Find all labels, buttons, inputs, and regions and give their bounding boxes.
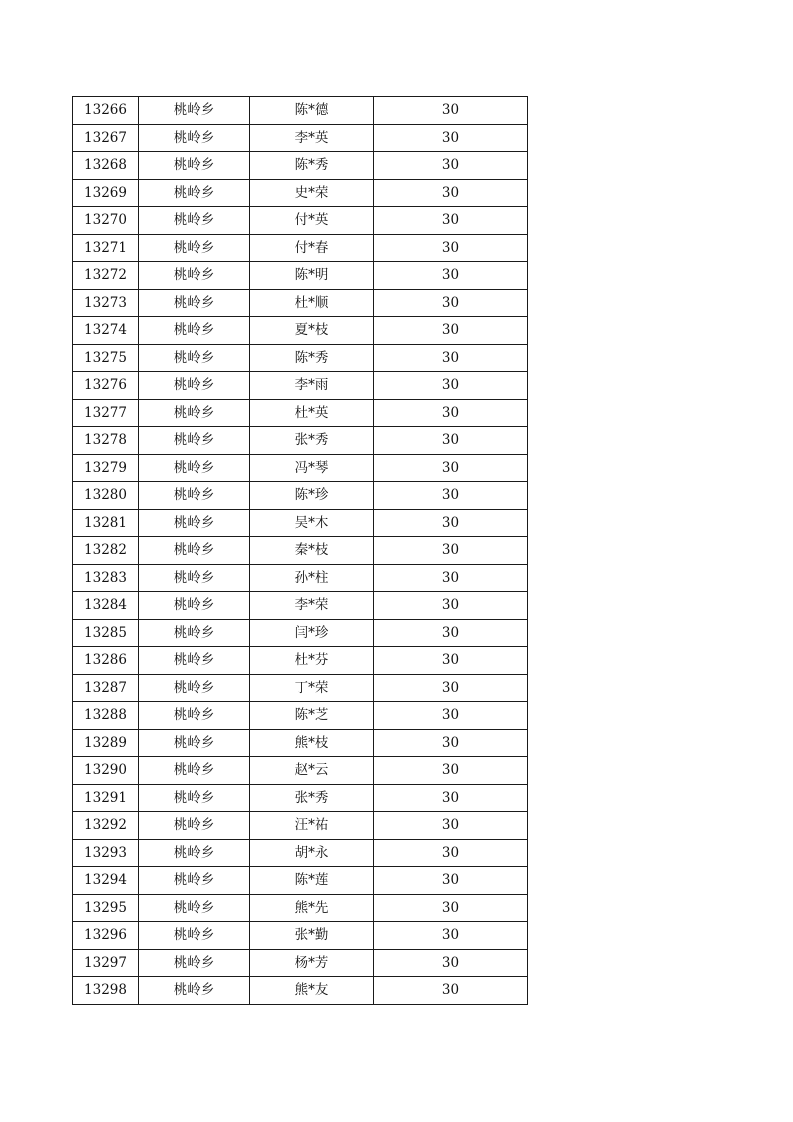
row-id-cell: 13297 [73,949,139,977]
amount-cell: 30 [374,647,528,675]
table-row [73,949,528,977]
row-id-cell: 13278 [73,427,139,455]
table-row [73,97,528,125]
amount-cell: 30 [374,234,528,262]
row-id-cell: 13298 [73,977,139,1005]
name-cell: 李*英 [250,124,374,152]
table-row [73,372,528,400]
name-cell: 杜*顺 [250,289,374,317]
row-id-cell: 13279 [73,454,139,482]
town-cell: 桃岭乡 [139,344,250,372]
row-id-cell: 13288 [73,702,139,730]
town-cell: 桃岭乡 [139,619,250,647]
amount-cell: 30 [374,922,528,950]
table-row [73,344,528,372]
amount-cell: 30 [374,757,528,785]
table-row [73,537,528,565]
name-cell: 胡*永 [250,839,374,867]
name-cell: 史*荣 [250,179,374,207]
town-cell: 桃岭乡 [139,922,250,950]
row-id-cell: 13283 [73,564,139,592]
amount-cell: 30 [374,262,528,290]
row-id-cell: 13277 [73,399,139,427]
table-row [73,647,528,675]
town-cell: 桃岭乡 [139,124,250,152]
table-row [73,592,528,620]
row-id-cell: 13295 [73,894,139,922]
row-id-cell: 13274 [73,317,139,345]
name-cell: 杜*英 [250,399,374,427]
amount-cell: 30 [374,454,528,482]
table-row [73,289,528,317]
amount-cell: 30 [374,372,528,400]
amount-cell: 30 [374,317,528,345]
row-id-cell: 13291 [73,784,139,812]
table-row [73,179,528,207]
name-cell: 赵*云 [250,757,374,785]
name-cell: 冯*琴 [250,454,374,482]
name-cell: 熊*友 [250,977,374,1005]
row-id-cell: 13285 [73,619,139,647]
table-row [73,839,528,867]
table-row [73,922,528,950]
name-cell: 丁*荣 [250,674,374,702]
name-cell: 闫*珍 [250,619,374,647]
table-row [73,674,528,702]
amount-cell: 30 [374,482,528,510]
amount-cell: 30 [374,592,528,620]
table-row [73,262,528,290]
name-cell: 汪*祐 [250,812,374,840]
town-cell: 桃岭乡 [139,234,250,262]
name-cell: 李*雨 [250,372,374,400]
table-row [73,784,528,812]
row-id-cell: 13266 [73,97,139,125]
amount-cell: 30 [374,564,528,592]
amount-cell: 30 [374,674,528,702]
table-row [73,977,528,1005]
table-row [73,124,528,152]
row-id-cell: 13268 [73,152,139,180]
table-row [73,509,528,537]
amount-cell: 30 [374,427,528,455]
name-cell: 夏*枝 [250,317,374,345]
table-row [73,894,528,922]
amount-cell: 30 [374,179,528,207]
name-cell: 付*春 [250,234,374,262]
town-cell: 桃岭乡 [139,97,250,125]
row-id-cell: 13281 [73,509,139,537]
row-id-cell: 13276 [73,372,139,400]
row-id-cell: 13286 [73,647,139,675]
name-cell: 付*英 [250,207,374,235]
name-cell: 张*勤 [250,922,374,950]
table-row [73,867,528,895]
row-id-cell: 13294 [73,867,139,895]
name-cell: 杨*芳 [250,949,374,977]
row-id-cell: 13292 [73,812,139,840]
name-cell: 杜*芬 [250,647,374,675]
amount-cell: 30 [374,509,528,537]
amount-cell: 30 [374,289,528,317]
table-row [73,399,528,427]
town-cell: 桃岭乡 [139,399,250,427]
town-cell: 桃岭乡 [139,207,250,235]
name-cell: 张*秀 [250,784,374,812]
town-cell: 桃岭乡 [139,867,250,895]
row-id-cell: 13271 [73,234,139,262]
amount-cell: 30 [374,839,528,867]
name-cell: 陈*秀 [250,344,374,372]
table-row [73,317,528,345]
name-cell: 陈*莲 [250,867,374,895]
town-cell: 桃岭乡 [139,289,250,317]
town-cell: 桃岭乡 [139,949,250,977]
name-cell: 陈*珍 [250,482,374,510]
table-row [73,812,528,840]
town-cell: 桃岭乡 [139,179,250,207]
name-cell: 李*荣 [250,592,374,620]
row-id-cell: 13287 [73,674,139,702]
town-cell: 桃岭乡 [139,152,250,180]
table-row [73,234,528,262]
amount-cell: 30 [374,537,528,565]
name-cell: 孙*柱 [250,564,374,592]
town-cell: 桃岭乡 [139,729,250,757]
town-cell: 桃岭乡 [139,537,250,565]
name-cell: 熊*先 [250,894,374,922]
amount-cell: 30 [374,784,528,812]
row-id-cell: 13280 [73,482,139,510]
table-row [73,454,528,482]
amount-cell: 30 [374,619,528,647]
table-row [73,757,528,785]
town-cell: 桃岭乡 [139,509,250,537]
amount-cell: 30 [374,399,528,427]
town-cell: 桃岭乡 [139,674,250,702]
name-cell: 熊*枝 [250,729,374,757]
town-cell: 桃岭乡 [139,977,250,1005]
table-body [73,97,528,1005]
table-row [73,152,528,180]
row-id-cell: 13273 [73,289,139,317]
row-id-cell: 13284 [73,592,139,620]
amount-cell: 30 [374,867,528,895]
amount-cell: 30 [374,124,528,152]
name-cell: 秦*枝 [250,537,374,565]
name-cell: 张*秀 [250,427,374,455]
table-row [73,619,528,647]
table-row [73,729,528,757]
name-cell: 陈*芝 [250,702,374,730]
name-cell: 陈*明 [250,262,374,290]
town-cell: 桃岭乡 [139,757,250,785]
amount-cell: 30 [374,949,528,977]
amount-cell: 30 [374,894,528,922]
town-cell: 桃岭乡 [139,454,250,482]
amount-cell: 30 [374,702,528,730]
amount-cell: 30 [374,344,528,372]
name-cell: 陈*秀 [250,152,374,180]
town-cell: 桃岭乡 [139,784,250,812]
name-cell: 陈*德 [250,97,374,125]
town-cell: 桃岭乡 [139,592,250,620]
town-cell: 桃岭乡 [139,839,250,867]
row-id-cell: 13282 [73,537,139,565]
town-cell: 桃岭乡 [139,372,250,400]
row-id-cell: 13275 [73,344,139,372]
town-cell: 桃岭乡 [139,482,250,510]
row-id-cell: 13293 [73,839,139,867]
row-id-cell: 13272 [73,262,139,290]
amount-cell: 30 [374,977,528,1005]
amount-cell: 30 [374,97,528,125]
town-cell: 桃岭乡 [139,427,250,455]
town-cell: 桃岭乡 [139,812,250,840]
table-row [73,702,528,730]
town-cell: 桃岭乡 [139,647,250,675]
row-id-cell: 13296 [73,922,139,950]
table-row [73,207,528,235]
table-row [73,427,528,455]
amount-cell: 30 [374,729,528,757]
town-cell: 桃岭乡 [139,894,250,922]
table-row [73,482,528,510]
amount-cell: 30 [374,207,528,235]
town-cell: 桃岭乡 [139,564,250,592]
row-id-cell: 13270 [73,207,139,235]
row-id-cell: 13267 [73,124,139,152]
table-row [73,564,528,592]
amount-cell: 30 [374,152,528,180]
name-cell: 吴*木 [250,509,374,537]
town-cell: 桃岭乡 [139,702,250,730]
data-table [72,96,528,1005]
town-cell: 桃岭乡 [139,262,250,290]
amount-cell: 30 [374,812,528,840]
row-id-cell: 13290 [73,757,139,785]
row-id-cell: 13289 [73,729,139,757]
row-id-cell: 13269 [73,179,139,207]
document-page [72,96,528,1005]
town-cell: 桃岭乡 [139,317,250,345]
